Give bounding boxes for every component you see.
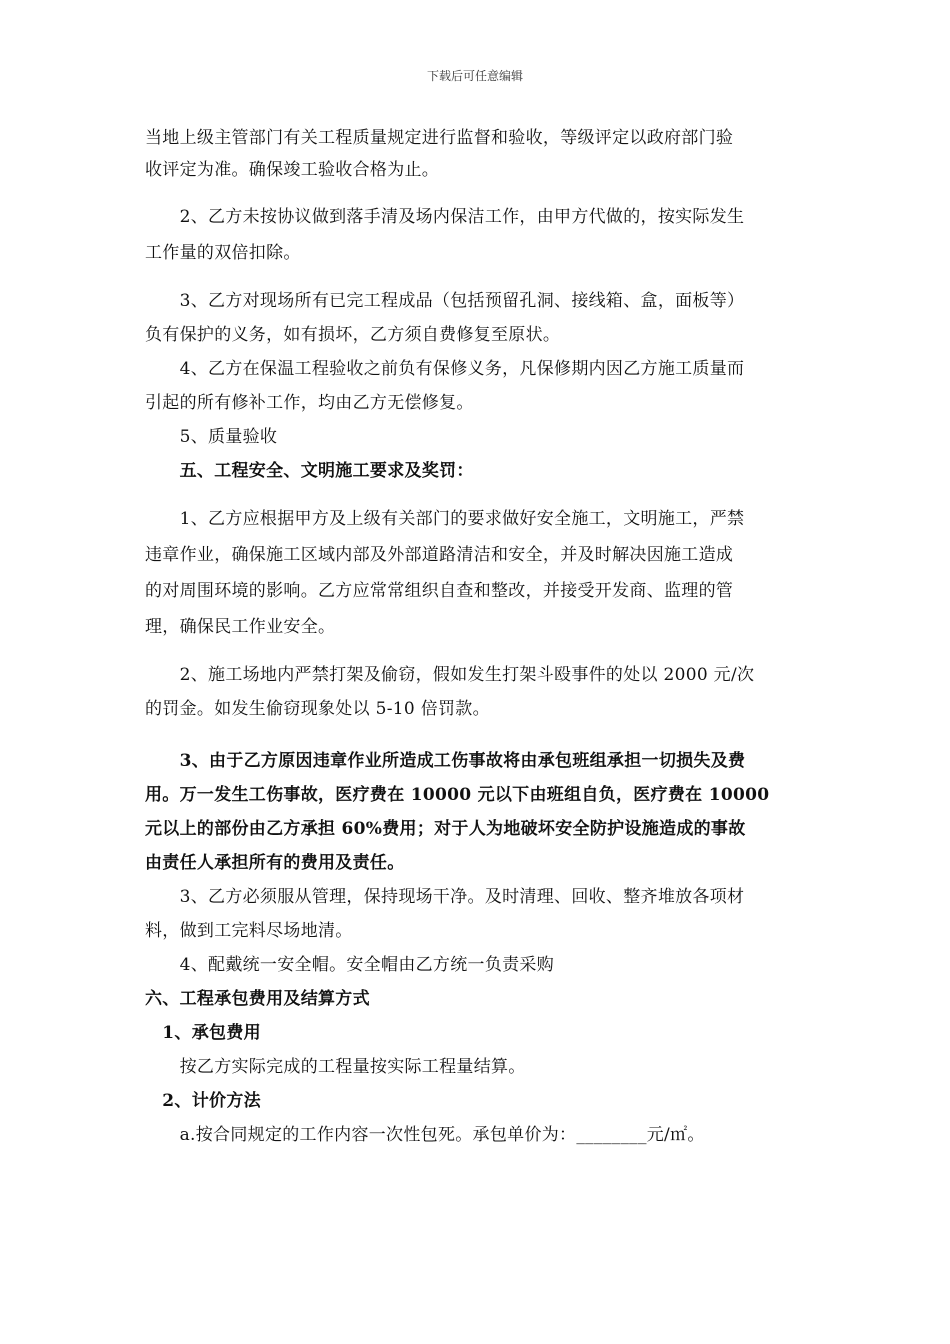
- subsection-heading: 2、计价方法: [145, 1091, 261, 1111]
- subsection-heading: 1、承包费用: [145, 1023, 261, 1043]
- paragraph-line: 3、乙方必须服从管理，保持现场干净。及时清理、回收、整齐堆放各项材: [145, 887, 745, 907]
- paragraph-line: 理，确保民工作业安全。: [145, 617, 336, 637]
- paragraph-line: 的罚金。如发生偷窃现象处以 5-10 倍罚款。: [145, 699, 490, 719]
- paragraph-line: 工作量的双倍扣除。: [145, 243, 301, 263]
- paragraph-line: 4、乙方在保温工程验收之前负有保修义务，凡保修期内因乙方施工质量而: [145, 359, 745, 379]
- paragraph-line: 按乙方实际完成的工程量按实际工程量结算。: [145, 1057, 526, 1077]
- paragraph-line: 2、乙方未按协议做到落手清及场内保洁工作，由甲方代做的，按实际发生: [145, 207, 745, 227]
- paragraph-line: 2、施工场地内严禁打架及偷窃，假如发生打架斗殴事件的处以 2000 元/次: [145, 665, 755, 685]
- paragraph-line: 收评定为准。确保竣工验收合格为止。: [145, 160, 440, 180]
- section-heading: 五、工程安全、文明施工要求及奖罚：: [145, 461, 474, 481]
- paragraph-line: 的对周围环境的影响。乙方应常常组织自查和整改，并接受开发商、监理的管: [145, 581, 734, 601]
- section-heading: 六、工程承包费用及结算方式: [145, 989, 370, 1009]
- paragraph-line: 3、乙方对现场所有已完工程成品（包括预留孔洞、接线箱、盒，面板等）: [145, 291, 745, 311]
- paragraph-line: a.按合同规定的工作内容一次性包死。承包单价为：________元/㎡。: [145, 1125, 705, 1145]
- paragraph-line: 负有保护的义务，如有损坏，乙方须自费修复至原状。: [145, 325, 561, 345]
- bold-paragraph-line: 3、由于乙方原因违章作业所造成工伤事故将由承包班组承担一切损失及费: [145, 751, 746, 771]
- bold-paragraph-line: 由责任人承担所有的费用及责任。: [145, 853, 405, 873]
- paragraph-line: 料，做到工完料尽场地清。: [145, 921, 353, 941]
- page-header: 下载后可任意编辑: [426, 69, 523, 83]
- paragraph-line: 4、配戴统一安全帽。安全帽由乙方统一负责采购: [145, 955, 555, 975]
- bold-paragraph-line: 用。万一发生工伤事故，医疗费在 10000 元以下由班组自负，医疗费在 10000: [145, 785, 770, 805]
- paragraph-line: 违章作业，确保施工区域内部及外部道路清洁和安全，并及时解决因施工造成: [145, 545, 734, 565]
- paragraph-line: 当地上级主管部门有关工程质量规定进行监督和验收，等级评定以政府部门验: [145, 128, 734, 148]
- bold-paragraph-line: 元以上的部份由乙方承担 60%费用；对于人为地破坏安全防护设施造成的事故: [145, 819, 746, 839]
- paragraph-line: 1、乙方应根据甲方及上级有关部门的要求做好安全施工，文明施工，严禁: [145, 509, 745, 529]
- document-body: [145, 122, 810, 1152]
- paragraph-line: 5、质量验收: [145, 427, 278, 447]
- paragraph-line: 引起的所有修补工作，均由乙方无偿修复。: [145, 393, 474, 413]
